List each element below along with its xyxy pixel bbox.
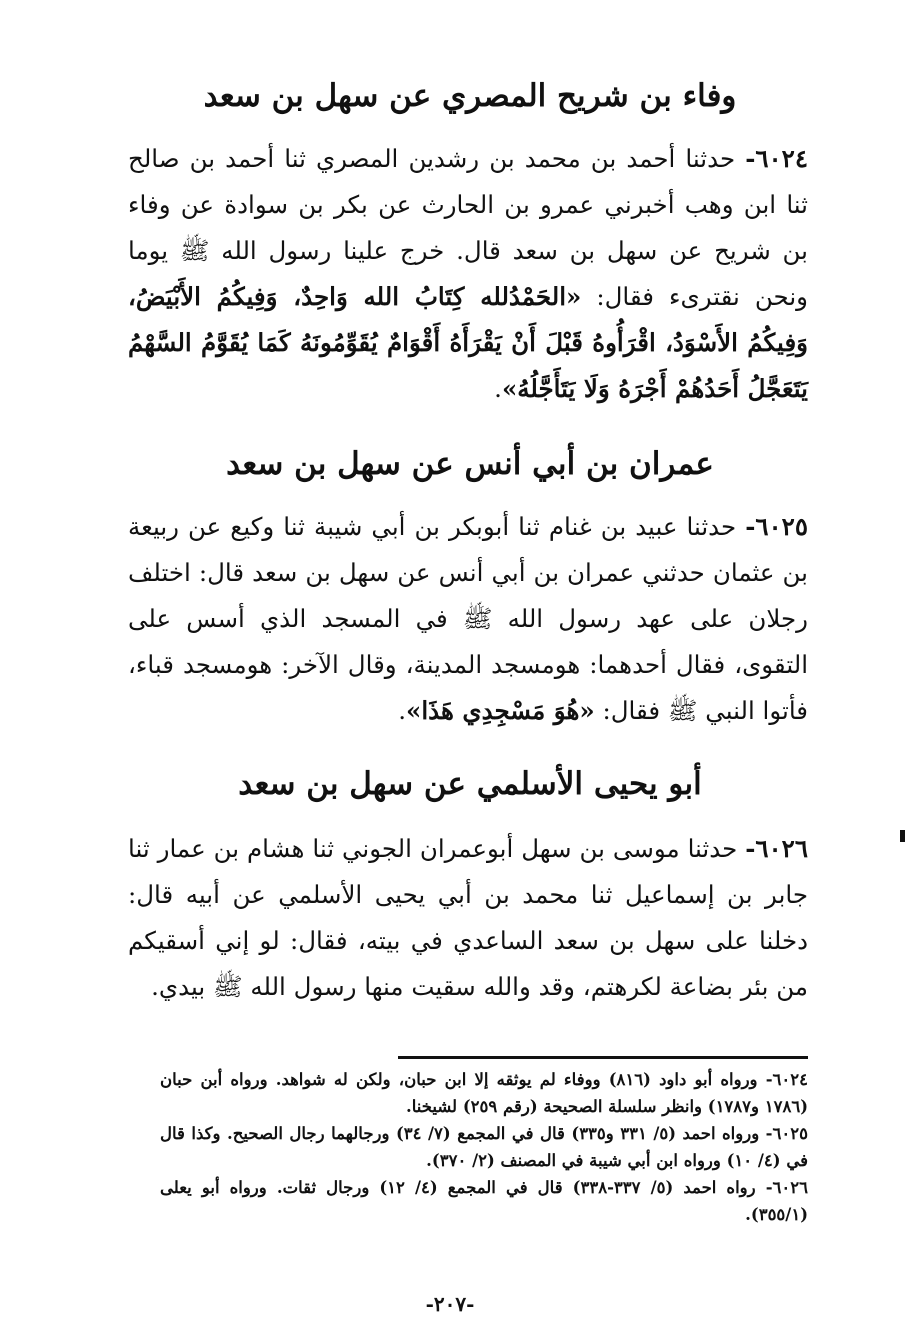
footnotes — [160, 1066, 808, 1228]
footnote-number: ٦٠٢٦- — [765, 1178, 808, 1197]
footnote-text: ورواه احمد (٥/ ٣٣١ و٣٣٥) قال في المجمع (٧/ ٣٤) ورجالهما رجال الصحيح. وكذا قال في (٤/ ١٠) ورواه ابن أبي شيبة في المصنف (٢/ ٣٧٠). — [160, 1124, 808, 1170]
footnote-separator — [398, 1056, 808, 1059]
entry-text: حدثنا أحمد بن محمد بن رشدين المصري ثنا أحمد بن صالح ثنا ابن وهب أخبرني عمرو بن الحارث عن بكر بن سوادة عن وفاء بن شريح عن سهل بن سعد قال. خرج علينا رسول الله ﷺ يوما ونحن نقترىء فقال: — [128, 144, 808, 311]
hadith-entry-6026 — [128, 826, 808, 1010]
section-heading-2: عمران بن أبي أنس عن سهل بن سعد — [226, 446, 714, 482]
footnote-6025 — [160, 1120, 808, 1174]
section-heading-3: أبو يحيى الأسلمي عن سهل بن سعد — [238, 766, 702, 802]
page-number: -٢٠٧- — [425, 1292, 475, 1316]
footnote-text: رواه احمد (٥/ ٣٣٧-٣٣٨) قال في المجمع (٤/ ١٢) ورجال ثقات. ورواه أبو يعلى (٣٥٥/١). — [160, 1178, 808, 1224]
entry-quote: «الحَمْدُلله كِتَابُ الله وَاحِدٌ، وَفِيكُمُ الأَبْيَضُ، وَفِيكُمُ الأَسْوَدُ، اقْرَأُوهُ قَبْلَ أَنْ يَقْرَأَهُ أَقْوَامٌ يُقَوِّمُونَهُ كَمَا يُقَوَّمُ السَّهْمُ يَتَعَجَّلُ أَحَدُهُمْ أَجْرَهُ وَلَا يَتَأَجَّلُهُ» — [128, 282, 808, 403]
entry-quote: «هُوَ مَسْجِدِي هَذَا» — [406, 696, 595, 725]
entry-number: ٦٠٢٥- — [745, 512, 808, 541]
footnote-6024 — [160, 1066, 808, 1120]
footnote-6026 — [160, 1174, 808, 1228]
footnote-number: ٦٠٢٥- — [765, 1124, 808, 1143]
entry-number: ٦٠٢٦- — [745, 834, 808, 863]
hadith-entry-6024 — [128, 136, 808, 412]
hadith-entry-6025 — [128, 504, 808, 734]
entry-tail: . — [151, 972, 159, 1001]
entry-tail: . — [398, 696, 406, 725]
entry-text: حدثنا موسى بن سهل أبوعمران الجوني ثنا هشام بن عمار ثنا جابر بن إسماعيل ثنا محمد بن أبي يحيى الأسلمي عن أبيه قال: دخلنا على سهل بن سعد الساعدي في بيته، فقال: لو إني أسقيكم من بئر بضاعة لكرهتم، وقد والله سقيت منها رسول الله ﷺ بيدي — [128, 834, 808, 1001]
footnote-text: ورواه أبو داود (٨١٦) ووفاء لم يوثقه إلا ابن حبان، ولكن له شواهد. ورواه أبن حبان (١٧٨٦ و١٧٨٧) وانظر سلسلة الصحيحة (رقم ٢٥٩) لشيخنا. — [160, 1070, 808, 1116]
margin-mark — [900, 830, 905, 842]
entry-number: ٦٠٢٤- — [745, 144, 808, 173]
entry-text: حدثنا عبيد بن غنام ثنا أبوبكر بن أبي شيبة ثنا وكيع عن ربيعة بن عثمان حدثني عمران بن أبي أنس عن سهل بن سعد قال: اختلف رجلان على عهد رسول الله ﷺ في المسجد الذي أسس على التقوى، فقال أحدهما: هومسجد المدينة، وقال الآخر: هومسجد قباء، فأتوا النبي ﷺ فقال: — [128, 512, 808, 725]
section-heading-1: وفاء بن شريح المصري عن سهل بن سعد — [203, 78, 737, 114]
footnote-number: ٦٠٢٤- — [765, 1070, 808, 1089]
entry-tail: . — [494, 374, 502, 403]
